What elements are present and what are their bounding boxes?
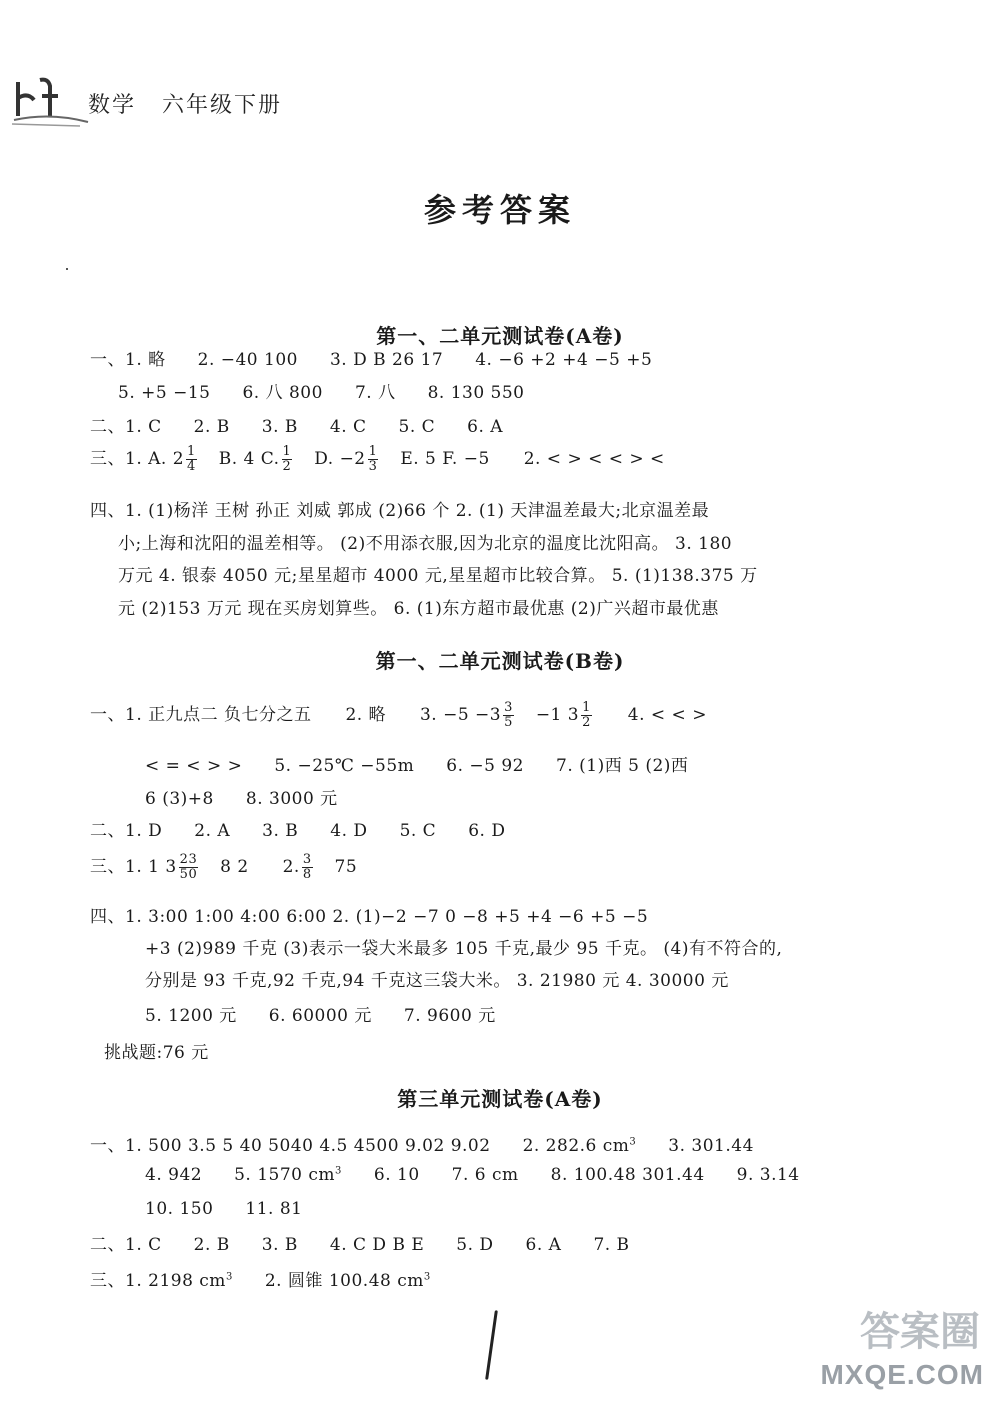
answer-line: [90, 1230, 630, 1255]
answer-item: 3. B: [261, 417, 298, 437]
fraction: [282, 445, 293, 473]
answer-text: B. 4 C.: [218, 449, 280, 469]
answer-item: 二、1. D: [90, 821, 163, 841]
answer-item: 3. D B 26 17: [329, 350, 444, 370]
answer-item: 一、1. 略: [90, 350, 166, 370]
answer-item: 6. A: [525, 1235, 562, 1255]
answer-item: 8. 130 550: [427, 383, 525, 403]
denominator: 2: [582, 715, 591, 730]
denominator: 50: [179, 867, 198, 882]
page-header: [88, 88, 282, 119]
answer-item: 3. B: [262, 821, 299, 841]
numerator: 1: [582, 700, 591, 716]
answer-paragraph-line: 四、1. 3:00 1:00 4:00 6:00 2. (1)−2 −7 0 −8 +5 +4 −6 +5 −5: [90, 907, 649, 927]
answer-line: [145, 1199, 302, 1219]
answer-line: [90, 412, 503, 437]
denominator: 2: [282, 459, 292, 474]
answer-paragraph-line: 小;上海和沈阳的温差相等。 (2)不用添衣服,因为北京的温度比沈阳高。 3. 180: [118, 534, 733, 554]
watermark-cn: 答案圈: [860, 1309, 980, 1355]
answer-text: 2. < > < < > <: [523, 449, 665, 469]
denominator: 5: [504, 715, 513, 730]
answer-text: 三、1. A. 2: [90, 449, 185, 469]
answer-line-fractions: [90, 444, 665, 474]
answer-text: 一、1. 正九点二 负七分之五: [90, 705, 312, 725]
answer-item: 6. 10: [373, 1165, 420, 1185]
answer-text: E. 5 F. −5: [400, 449, 490, 469]
answer-item: [265, 1266, 431, 1291]
answer-item: 5. −25℃ −55m: [274, 756, 415, 776]
header-subject: 数学: [88, 93, 137, 118]
page-title: 参考答案: [423, 191, 576, 229]
answer-text: 5. 1570 cm: [234, 1165, 336, 1185]
answer-text: 3. −5 −3: [419, 705, 502, 725]
answer-item: 2. −40 100: [197, 350, 298, 370]
numerator: 1: [368, 444, 378, 460]
answer-item: 6. −5 92: [446, 756, 524, 776]
answer-line: [145, 1001, 496, 1026]
answer-item: 9. 3.14: [736, 1165, 800, 1185]
answer-item: 6. 60000 元: [268, 1006, 372, 1026]
answer-text: 三、1. 2198 cm: [90, 1271, 226, 1291]
answer-line: [90, 1266, 431, 1291]
answer-item: 5. 1200 元: [145, 1006, 237, 1026]
answer-line: [90, 816, 505, 841]
answer-item: 4. C: [329, 417, 367, 437]
fraction: [179, 853, 199, 881]
answer-text: 2.: [282, 857, 300, 877]
answer-line: [145, 1165, 800, 1185]
answer-item: 4. 942: [145, 1165, 203, 1185]
answer-text: 75: [334, 857, 358, 877]
section-title-unit12-a: 第一、二单元测试卷(A卷): [376, 324, 624, 348]
answer-item: 5. C: [398, 417, 436, 437]
answer-item: 6 (3)+8: [145, 789, 214, 809]
pen-stroke-mark: [485, 1310, 498, 1380]
numerator: 23: [179, 852, 198, 868]
scan-speck: [66, 268, 68, 270]
answer-item: 3. B: [261, 1235, 298, 1255]
answer-item: 2. A: [194, 821, 231, 841]
answer-line: [90, 1131, 754, 1156]
answer-item: [523, 1136, 637, 1156]
answer-item: 8. 100.48 301.44: [550, 1165, 705, 1185]
numerator: 3: [504, 700, 513, 716]
answer-text: 2. 圆锥 100.48 cm: [264, 1271, 424, 1291]
answer-paragraph-line: 万元 4. 银泰 4050 元;星星超市 4000 元,星星超市比较合算。 5. (1)138.375 万: [118, 566, 758, 586]
answer-item: 11. 81: [245, 1199, 303, 1219]
answer-line: [145, 784, 338, 809]
answer-item: 10. 150: [145, 1199, 214, 1219]
fraction: [503, 701, 514, 729]
superscript: 3: [423, 1271, 431, 1283]
answer-text: 2. 略: [345, 705, 387, 725]
answer-item: 6. A: [467, 417, 504, 437]
superscript: 3: [225, 1271, 233, 1283]
answer-item: 2. B: [193, 417, 230, 437]
answer-text: 2. 282.6 cm: [522, 1136, 630, 1156]
challenge-answer: 挑战题:76 元: [104, 1043, 209, 1063]
answer-item: 7. B: [593, 1235, 630, 1255]
answer-item: [90, 1266, 233, 1291]
answer-paragraph-line: +3 (2)989 千克 (3)表示一袋大米最多 105 千克,最少 95 千克。 (4)有不符合的,: [145, 939, 783, 959]
answer-item: < = < > >: [145, 756, 243, 776]
answer-item: 7. 八: [354, 383, 396, 403]
superscript: 3: [629, 1136, 637, 1148]
numerator: 1: [282, 444, 292, 460]
answer-item: 二、1. C: [90, 417, 162, 437]
answer-item: 4. C D B E: [329, 1235, 425, 1255]
answer-text: 4. < < >: [627, 705, 707, 725]
answer-line-fractions: [90, 852, 357, 882]
section-title-unit12-b: 第一、二单元测试卷(B卷): [375, 649, 625, 673]
answer-line-fractions: [90, 700, 707, 730]
answer-paragraph-line: 分别是 93 千克,92 千克,94 千克这三袋大米。 3. 21980 元 4. 30000 元: [145, 971, 729, 991]
fraction: [581, 701, 592, 729]
answer-text: 8 2: [220, 857, 249, 877]
answer-item: [234, 1165, 342, 1185]
answer-text: 三、1. 1 3: [90, 857, 177, 877]
fraction: [302, 853, 313, 881]
answer-item: 8. 3000 元: [245, 789, 338, 809]
answer-paragraph-line: 四、1. (1)杨洋 王树 孙正 刘威 郭成 (2)66 个 2. (1) 天津温差最大;北京温差最: [90, 501, 710, 521]
answer-line: [118, 378, 525, 403]
answer-item: 7. 6 cm: [451, 1165, 519, 1185]
answer-item: 5. +5 −15: [118, 383, 211, 403]
answer-item: 4. D: [330, 821, 368, 841]
answer-item: 5. D: [456, 1235, 494, 1255]
answer-item: 6. 八 800: [242, 383, 323, 403]
superscript: 3: [335, 1165, 342, 1177]
publisher-logo-icon: [10, 72, 90, 128]
fraction: [186, 445, 197, 473]
answer-item: 一、1. 500 3.5 5 40 5040 4.5 4500 9.02 9.02: [90, 1136, 491, 1156]
answer-item: 3. 301.44: [668, 1136, 754, 1156]
denominator: 3: [368, 459, 378, 474]
numerator: 1: [187, 444, 196, 460]
answer-paragraph-line: 元 (2)153 万元 现在买房划算些。 6. (1)东方超市最优惠 (2)广兴超市最优惠: [118, 599, 719, 619]
header-grade: 六年级下册: [162, 93, 283, 118]
answer-line: [90, 345, 652, 370]
answer-text: D. −2: [314, 449, 366, 469]
answer-item: 5. C: [399, 821, 437, 841]
section-title-unit3-a: 第三单元测试卷(A卷): [397, 1087, 603, 1111]
denominator: 4: [187, 459, 196, 474]
answer-item: 4. −6 +2 +4 −5 +5: [475, 350, 653, 370]
answer-item: 7. 9600 元: [403, 1006, 496, 1026]
denominator: 8: [302, 867, 312, 882]
answer-item: 7. (1)西 5 (2)西: [556, 756, 689, 776]
answer-line: [145, 751, 688, 776]
watermark-url: MXQE.COM: [820, 1359, 984, 1390]
fraction: [368, 445, 379, 473]
answer-text: −1 3: [535, 705, 580, 725]
answer-item: 6. D: [468, 821, 506, 841]
answer-item: 2. B: [193, 1235, 230, 1255]
numerator: 3: [302, 852, 312, 868]
answer-item: 二、1. C: [90, 1235, 162, 1255]
